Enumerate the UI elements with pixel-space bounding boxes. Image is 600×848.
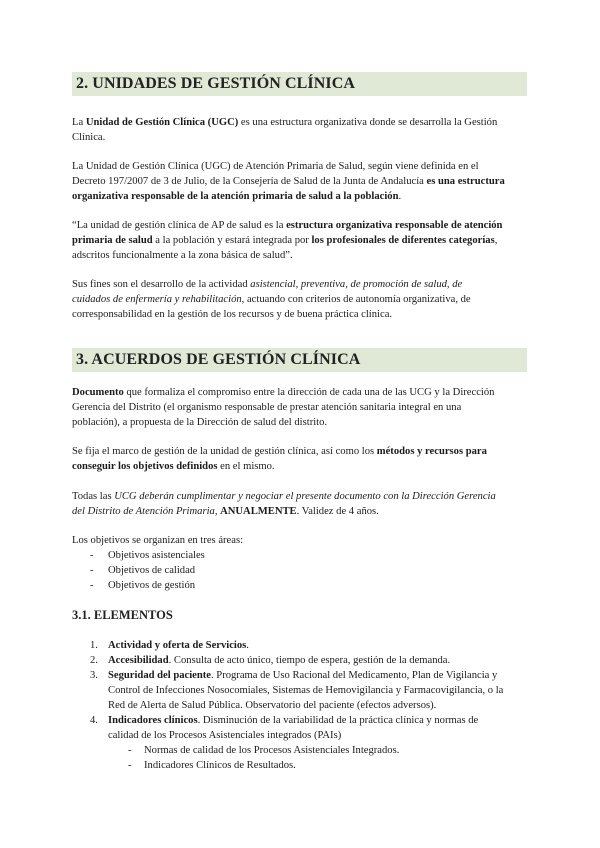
list-item: - Objetivos de gestión (90, 580, 196, 591)
sub-list-item: - Normas de calidad de los Procesos Asistenciales Integrados. (128, 745, 400, 756)
list-item-continuation: Control de Infecciones Nosocomiales, Sistemas de Hemovigilancia y Farmacovigilancia, o la (108, 685, 504, 696)
list-item: 3. Seguridad del paciente. Programa de Uso Racional del Medicamento, Plan de Vigilancia y (90, 670, 498, 681)
s3-paragraph-3: Todas las UCG deberán cumplimentar y negociar el presente documento con la Dirección Gerencia del Distrito de Atención Primaria, ANUALMENTE. Validez de 4 años. (72, 491, 496, 517)
section-2-heading: 2. UNIDADES DE GESTIÓN CLÍNICA (72, 72, 527, 96)
s3-paragraph-2: Se fija el marco de gestión de la unidad de gestión clínica, así como los métodos y recursos para conseguir los objetivos definidos en el mismo. (72, 446, 487, 472)
objectives-intro: Los objetivos se organizan en tres áreas: (72, 535, 244, 546)
elements-numbered-list (72, 638, 528, 773)
list-item: - Objetivos asistenciales (90, 550, 205, 561)
list-item: 1. Actividad y oferta de Servicios. (90, 640, 249, 651)
sub-list-item: - Indicadores Clínicos de Resultados. (128, 760, 296, 771)
s2-quote-paragraph: “La unidad de gestión clínica de AP de salud es la estructura organizativa responsable de atención primaria de salud a la población y estará integrada por los profesionales de diferentes categorías, adscritos funcionalmente a la zona básica de salud”. (72, 220, 503, 261)
s2-paragraph-2: La Unidad de Gestión Clínica (UGC) de Atención Primaria de Salud, según viene definida en el Decreto 197/2007 de 3 de Julio, de la Consejería de Salud de la Junta de Andalucía es una estructura organizativa responsable de la atención primaria de salud a la población. (72, 161, 505, 202)
list-item-continuation: calidad de los Procesos Asistenciales integrados (PAIs) (108, 730, 342, 741)
list-item-continuation: Red de Alerta de Salud Pública. Observatorio del paciente (efectos adversos). (108, 700, 437, 711)
list-item: 2. Accesibilidad. Consulta de acto único, tiempo de espera, gestión de la demanda. (90, 655, 451, 666)
section-3-heading: 3. ACUERDOS DE GESTIÓN CLÍNICA (72, 348, 527, 372)
s2-paragraph-4: Sus fines son el desarrollo de la actividad asistencial, preventiva, de promoción de salud, de cuidados de enfermería y rehabilitación, actuando con criterios de autonomía organizativa, de corresponsabilidad en la gestión de los recursos y de buena práctica clínica. (72, 279, 471, 320)
list-item: 4. Indicadores clínicos. Disminución de la variabilidad de la práctica clínica y normas de (90, 715, 479, 726)
list-item: - Objetivos de calidad (90, 565, 196, 576)
s3-paragraph-1: Documento que formaliza el compromiso entre la dirección de cada una de las UCG y la Dirección Gerencia del Distrito (el organismo responsable de prestar atención sanitaria integral en una población), a propuesta de la Dirección de salud del distrito. (72, 387, 495, 428)
subsection-3-1-heading: 3.1. ELEMENTOS (72, 608, 173, 622)
objectives-list (72, 533, 528, 593)
s2-paragraph-1: La Unidad de Gestión Clínica (UGC) es una estructura organizativa donde se desarrolla la Gestión Clínica. (72, 117, 498, 143)
